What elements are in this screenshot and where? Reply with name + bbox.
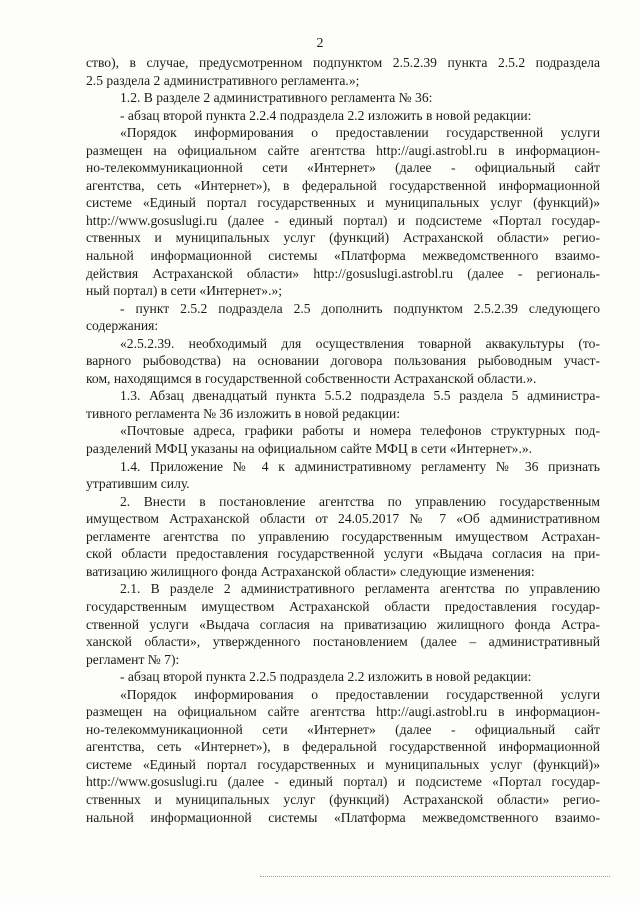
text-line: системе «Единый портал государственных и муниципальных услуг (функций)» [86,756,600,772]
text-line: 2.5 раздела 2 административного регламента.»; [86,72,360,88]
text-line: 1.4. Приложение № 4 к административному регламенту № 36 признать [120,458,600,474]
text-line: ком, находящимся в государственной собственности Астраханской области.». [86,370,537,386]
text-line: регламент № 7): [86,651,180,667]
text-line: - абзац второй пункта 2.2.5 подраздела 2.2 изложить в новой редакции: [120,669,532,685]
text-line: ственной услуги «Выдача согласия на приватизацию жилищного фонда Астра- [86,616,600,632]
text-line: размещен на официальном сайте агентства http://augi.astrobl.ru в информацион- [86,142,600,158]
text-line: «Порядок информирования о предоставлении государственной услуги [120,125,600,141]
text-line: нальной информационной системы «Платформа межведомственного взаимо- [86,809,600,825]
text-line: нальной информационной системы «Платформа межведомственного взаимо- [86,248,600,264]
page-number: 2 [316,36,324,51]
text-line: http://www.gosuslugi.ru (далее - единый портал) и подсистеме «Портал государ- [86,212,600,228]
text-line: но-телекоммуникационной сети «Интернет» (далее - официальный сайт [86,160,600,176]
text-line: - абзац второй пункта 2.2.4 подраздела 2.2 изложить в новой редакции: [120,107,532,123]
text-line: 1.2. В разделе 2 административного регламента № 36: [120,90,433,106]
text-line: размещен на официальном сайте агентства http://augi.astrobl.ru в информацион- [86,704,600,720]
text-line: варного рыбоводства) на основании договора пользования рыбоводным участ- [86,353,600,369]
text-line: агентства, сеть «Интернет»), в федеральной государственной информационной [86,739,600,755]
text-line: ство), в случае, предусмотренном подпунктом 2.5.2.39 пункта 2.5.2 подраздела [86,55,600,70]
text-line: «2.5.2.39. необходимый для осуществления товарной аквакультуры (то- [120,335,600,351]
text-line: - пункт 2.5.2 подраздела 2.5 дополнить подпунктом 2.5.2.39 следующего [120,300,600,316]
text-line: ской области предоставления государственной услуги «Выдача согласия на при- [86,546,600,562]
text-line: ственных и муниципальных услуг (функций) Астраханской области» регио- [86,791,600,807]
text-line: агентства, сеть «Интернет»), в федеральной государственной информационной [86,177,600,193]
document-body [86,54,600,826]
text-line: «Порядок информирования о предоставлении государственной услуги [120,686,600,702]
text-line: «Почтовые адреса, графики работы и номера телефонов структурных под- [120,423,600,439]
text-line: государственным имуществом Астраханской области предоставления государ- [86,598,600,614]
text-line: регламенте агентства по управлению государственным имуществом Астрахан- [86,528,600,544]
footer-dotted-rule [260,876,610,877]
text-line: утратившим силу. [86,476,190,492]
text-line: действия Астраханской области» http://gosuslugi.astrobl.ru (далее - региональ- [86,265,600,281]
text-line: разделений МФЦ указаны на официальном сайте МФЦ в сети «Интернет».». [86,441,533,457]
text-line: ственных и муниципальных услуг (функций) Астраханской области» регио- [86,230,600,246]
text-line: ный портал) в сети «Интернет».»; [86,283,283,299]
text-line: 1.3. Абзац двенадцатый пункта 5.5.2 подраздела 5.5 раздела 5 администра- [120,388,600,404]
text-line: 2.1. В разделе 2 административного регламента агентства по управлению [120,581,600,597]
text-line: http://www.gosuslugi.ru (далее - единый портал) и подсистеме «Портал государ- [86,774,600,790]
text-line: 2. Внести в постановление агентства по управлению государственным [120,493,600,509]
text-line: но-телекоммуникационной сети «Интернет» (далее - официальный сайт [86,721,600,737]
text-line: имуществом Астраханской области от 24.05.2017 № 7 «Об административном [86,511,600,527]
text-line: содержания: [86,318,159,334]
text-line: тивного регламента № 36 изложить в новой редакции: [86,405,401,421]
text-line: ханской области», утвержденного постановлением (далее – административный [86,634,600,650]
text-line: ватизацию жилищного фонда Астраханской области» следующие изменения: [86,563,535,579]
text-line: системе «Единый портал государственных и муниципальных услуг (функций)» [86,195,600,211]
